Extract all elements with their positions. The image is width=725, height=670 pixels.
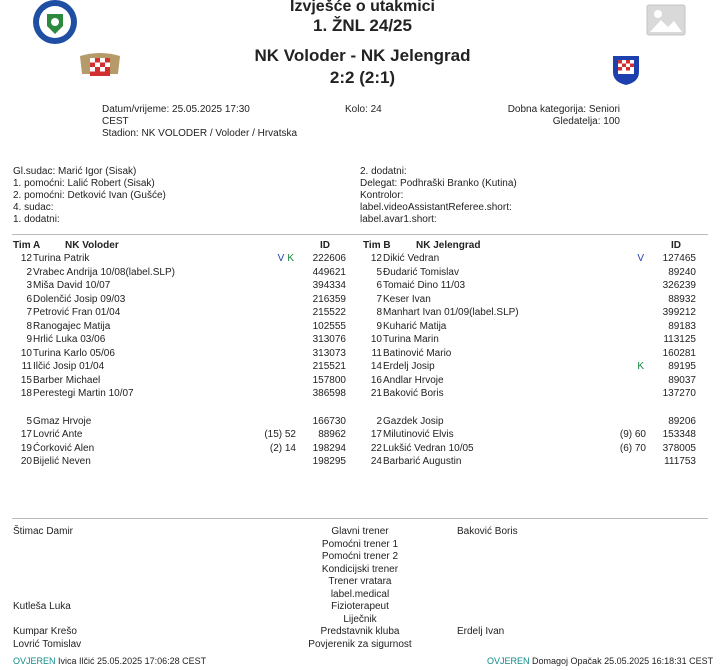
player-id: 313076	[312, 334, 346, 345]
team-a-lineup	[12, 252, 362, 472]
staff-name-b: Erdelj Ivan	[457, 626, 505, 637]
team-a-name: NK Voloder	[65, 240, 119, 251]
player-id: 386598	[312, 388, 346, 399]
player-row	[362, 387, 712, 401]
goalkeeper-mark: V	[637, 253, 644, 264]
player-id: 378005	[662, 442, 696, 454]
staff-role: Pomoćni trener 1	[321, 538, 399, 550]
player-number: 11	[371, 347, 382, 359]
staff-role: Glavni trener	[331, 526, 389, 537]
stadium: Stadion: NK VOLODER / Voloder / Hrvatska	[102, 128, 298, 139]
player-row	[12, 360, 362, 374]
player-id: 127465	[662, 253, 696, 264]
divider	[12, 234, 708, 235]
staff-name-a: Kutleša Luka	[13, 601, 71, 612]
player-row	[12, 442, 362, 456]
player-number: 8	[376, 307, 382, 318]
staff-name-b	[457, 639, 657, 652]
staff-name-b	[457, 564, 657, 577]
player-name: Dikić Vedran	[383, 253, 440, 264]
player-id: 222606	[312, 253, 346, 264]
player-number: 10	[20, 347, 32, 359]
staff-role: Trener vratara	[328, 576, 392, 587]
player-name: Turina Karlo 05/06	[33, 347, 115, 359]
player-name: Barber Michael	[33, 374, 101, 386]
team-a-id-header: ID	[320, 240, 330, 251]
player-name: Gazdek Josip	[383, 415, 444, 427]
player-id: 313073	[312, 347, 346, 359]
staff-role: Pomoćni trener 2	[321, 551, 399, 562]
staff-team-b	[457, 526, 657, 651]
player-row	[12, 387, 362, 401]
team-b-label: Tim B	[363, 240, 391, 251]
player-name: Vrabec Andrija 10/08(label.SLP)	[33, 266, 175, 278]
player-id: 326239	[662, 280, 696, 291]
player-row	[362, 333, 712, 347]
player-number: 7	[26, 307, 32, 318]
player-id: 394334	[312, 280, 346, 291]
player-row	[12, 428, 362, 442]
player-row	[12, 374, 362, 388]
player-number: 2	[376, 415, 382, 427]
verified-status: OVJEREN	[487, 656, 530, 666]
player-row	[362, 266, 712, 280]
player-id: 89195	[668, 361, 696, 372]
player-name: Turina Patrik	[33, 253, 90, 264]
player-number: 9	[376, 320, 382, 332]
player-row	[362, 320, 712, 334]
player-marks	[264, 252, 294, 266]
officials-right	[360, 166, 517, 226]
player-row	[362, 442, 712, 456]
staff-name-b	[457, 589, 657, 602]
player-number: 19	[20, 442, 32, 454]
player-row	[12, 293, 362, 307]
player-id: 215522	[312, 307, 346, 318]
official-line: Delegat: Podhraški Branko (Kutina)	[360, 178, 517, 189]
staff-role: Liječnik	[343, 613, 377, 625]
player-id: 137270	[662, 388, 696, 399]
player-id: 166730	[312, 415, 346, 427]
match-info	[102, 104, 297, 140]
staff-role: Povjerenik za sigurnost	[308, 638, 412, 650]
player-name: Kuharić Matija	[383, 320, 447, 332]
player-id: 215521	[312, 361, 346, 372]
footer-left	[13, 656, 206, 666]
spectators: Gledatelja: 100	[552, 116, 620, 127]
staff-name-b	[457, 551, 657, 564]
verified-by: Ivica Ilčić 25.05.2025 17:06:28 CEST	[58, 656, 207, 666]
player-id: 449621	[312, 266, 346, 278]
player-number: 12	[20, 253, 32, 264]
player-row	[12, 320, 362, 334]
substitution-info: (2) 14	[269, 442, 296, 454]
staff-roles	[260, 526, 460, 651]
player-number: 21	[370, 388, 382, 399]
staff-name-a	[13, 551, 213, 564]
player-name: Lukšić Vedran 10/05	[383, 442, 474, 454]
player-number: 3	[26, 280, 32, 291]
player-name: Keser Ivan	[383, 293, 431, 305]
captain-mark: K	[637, 361, 644, 372]
staff-team-a	[13, 526, 213, 651]
player-row	[12, 415, 362, 429]
player-row	[362, 306, 712, 320]
team-b-name: NK Jelengrad	[416, 240, 481, 251]
player-number: 5	[26, 415, 32, 427]
player-id: 153348	[662, 429, 696, 440]
timezone: CEST	[102, 116, 129, 127]
player-name: Ranogajec Matija	[33, 320, 111, 332]
player-number: 18	[20, 388, 32, 399]
player-id: 157800	[312, 374, 346, 386]
verified-status: OVJEREN	[13, 656, 56, 666]
staff-role: Predstavnik kluba	[320, 626, 400, 637]
captain-mark: K	[287, 253, 294, 264]
staff-name-b	[457, 539, 657, 552]
player-number: 5	[376, 266, 382, 278]
player-row	[12, 252, 362, 266]
player-marks	[614, 252, 644, 266]
player-name: Dolenčić Josip 09/03	[33, 293, 126, 305]
player-id: 399212	[662, 307, 696, 318]
player-number: 20	[20, 456, 32, 467]
category-block	[460, 104, 620, 128]
team-a-label: Tim A	[13, 240, 41, 251]
verified-by: Domagoj Opačak 25.05.2025 16:18:31 CEST	[532, 656, 714, 666]
player-name: Milutinović Elvis	[383, 429, 454, 440]
player-row	[362, 252, 712, 266]
player-row	[362, 428, 712, 442]
player-number: 12	[370, 253, 382, 264]
player-id: 160281	[662, 347, 696, 359]
player-id: 89037	[668, 374, 696, 386]
match-title: NK Voloder - NK Jelengrad	[254, 46, 471, 65]
player-id: 88962	[318, 429, 346, 440]
player-id: 198295	[312, 456, 346, 467]
competition-title: 1. ŽNL 24/25	[313, 16, 412, 35]
staff-name-b	[457, 614, 657, 627]
official-line: label.avar1.short:	[360, 214, 437, 225]
official-line: 2. dodatni:	[360, 166, 407, 177]
player-id: 88932	[668, 293, 696, 305]
staff-name-a	[13, 614, 213, 627]
datetime: Datum/vrijeme: 25.05.2025 17:30	[102, 104, 250, 115]
player-row	[362, 360, 712, 374]
player-row	[12, 266, 362, 280]
staff-role: Fizioterapeut	[331, 601, 389, 612]
staff-name-a	[13, 564, 213, 577]
player-name: Ilčić Josip 01/04	[33, 361, 105, 372]
player-row	[12, 333, 362, 347]
player-row	[12, 455, 362, 469]
player-name: Bijelić Neven	[33, 456, 91, 467]
player-row	[362, 374, 712, 388]
goalkeeper-mark: V	[277, 253, 285, 264]
player-number: 17	[370, 429, 382, 440]
player-number: 17	[20, 429, 32, 440]
player-row	[362, 455, 712, 469]
player-name: Barbarić Augustin	[383, 456, 462, 467]
player-number: 10	[370, 334, 382, 345]
player-id: 216359	[312, 293, 346, 305]
substitution-info: (6) 70	[619, 442, 646, 454]
player-name: Tomaić Dino 11/03	[383, 280, 466, 291]
player-number: 2	[26, 266, 32, 278]
player-name: Manhart Ivan 01/09(label.SLP)	[383, 307, 519, 318]
official-line: Gl.sudac: Marić Igor (Sisak)	[13, 166, 137, 177]
player-name: Baković Boris	[383, 388, 444, 399]
staff-name-a	[13, 539, 213, 552]
player-id: 89183	[668, 320, 696, 332]
player-number: 16	[370, 374, 382, 386]
player-id: 198294	[312, 442, 346, 454]
staff-name-a	[13, 589, 213, 602]
player-number: 24	[370, 456, 382, 467]
official-line: 4. sudac:	[13, 202, 54, 213]
player-number: 14	[370, 361, 382, 372]
player-row	[362, 415, 712, 429]
player-id: 89206	[668, 415, 696, 427]
player-name: Perestegi Martin 10/07	[33, 388, 134, 399]
player-number: 7	[376, 293, 382, 305]
player-name: Ćorković Alen	[33, 442, 95, 454]
staff-name-a: Štimac Damir	[13, 526, 74, 537]
substitution-info: (15) 52	[264, 429, 296, 440]
player-id: 111753	[664, 456, 696, 467]
match-score: 2:2 (2:1)	[329, 68, 396, 87]
staff-name-a: Kumpar Krešo	[13, 626, 77, 637]
player-name: Hrlić Luka 03/06	[33, 334, 106, 345]
player-marks	[614, 360, 644, 374]
staff-role: label.medical	[330, 588, 390, 600]
staff-name-a: Lovrić Tomislav	[13, 638, 82, 650]
divider	[12, 518, 708, 519]
official-line: 2. pomoćni: Detković Ivan (Gušće)	[13, 190, 166, 201]
staff-name-b: Baković Boris	[457, 526, 518, 537]
staff-name-a	[13, 576, 213, 589]
player-number: 15	[20, 374, 32, 386]
official-line: Kontrolor:	[360, 190, 404, 201]
player-name: Erdelj Josip	[383, 361, 435, 372]
official-line: 1. dodatni:	[13, 214, 60, 225]
player-name: Gmaz Hrvoje	[33, 415, 92, 427]
player-name: Petrović Fran 01/04	[33, 307, 121, 318]
official-line: label.videoAssistantReferee.short:	[360, 202, 512, 213]
player-row	[12, 306, 362, 320]
player-name: Batinović Mario	[383, 347, 452, 359]
team-b-lineup	[362, 252, 712, 472]
team-b-id-header: ID	[671, 240, 681, 251]
player-row	[362, 293, 712, 307]
player-name: Miša David 10/07	[33, 280, 111, 291]
player-row	[362, 347, 712, 361]
player-number: 6	[376, 280, 382, 291]
player-number: 9	[26, 334, 32, 345]
substitution-info: (9) 60	[619, 429, 646, 440]
staff-name-b	[457, 576, 657, 589]
staff-name-b	[457, 601, 657, 614]
player-number: 6	[26, 293, 32, 305]
player-number: 22	[370, 442, 382, 454]
round: Kolo: 24	[345, 104, 382, 115]
player-row	[362, 279, 712, 293]
player-number: 8	[26, 320, 32, 332]
officials-left	[13, 166, 166, 226]
player-row	[12, 347, 362, 361]
age-category: Dobna kategorija: Seniori	[507, 104, 620, 115]
player-id: 102555	[312, 320, 346, 332]
staff-role: Kondicijski trener	[321, 563, 399, 575]
official-line: 1. pomoćni: Lalić Robert (Sisak)	[13, 178, 155, 189]
player-name: Turina Marin	[383, 334, 439, 345]
report-title: Izvješće o utakmici	[290, 0, 435, 15]
footer-right	[487, 656, 713, 666]
player-id: 113125	[663, 334, 696, 345]
player-number: 11	[21, 361, 32, 372]
player-id: 89240	[668, 266, 696, 278]
player-name: Đudarić Tomislav	[383, 266, 459, 278]
player-row	[12, 279, 362, 293]
player-name: Lovrić Ante	[33, 429, 83, 440]
player-name: Andlar Hrvoje	[383, 374, 444, 386]
